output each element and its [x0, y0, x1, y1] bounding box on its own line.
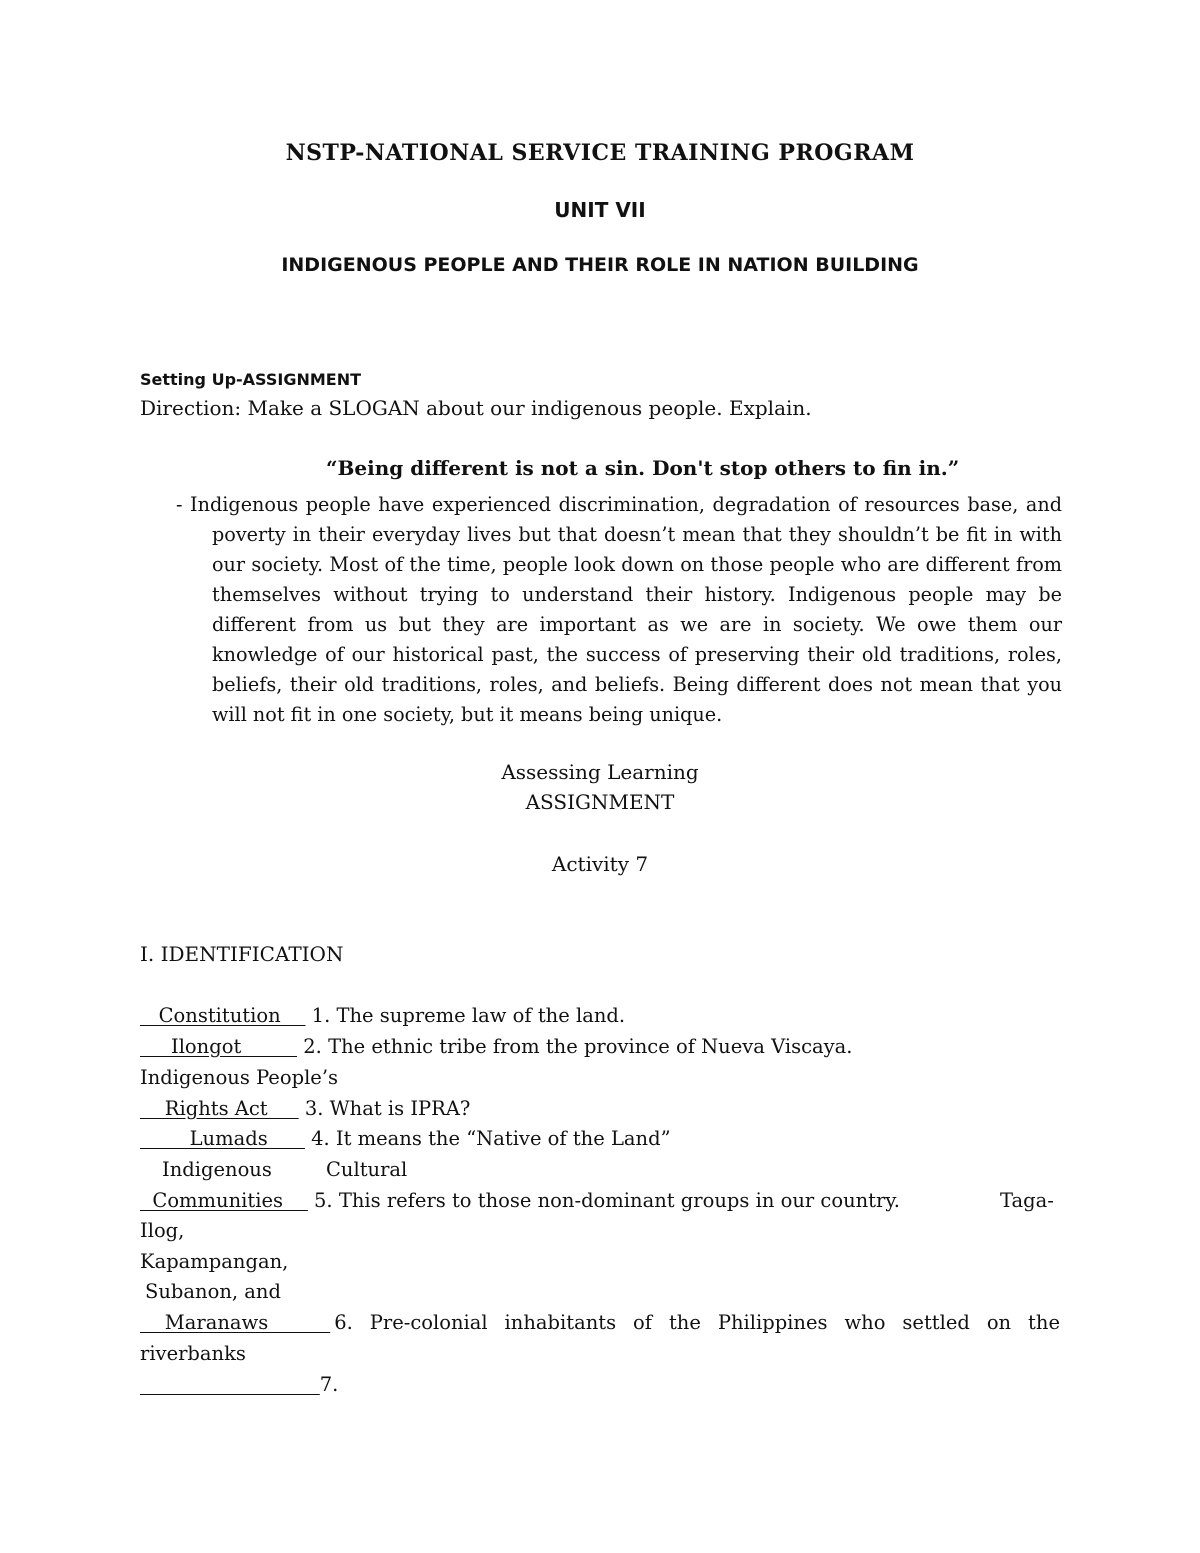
answer-6-prefix-d: Subanon, and [145, 1280, 281, 1303]
question-5-text: 5. This refers to those non-dominant groups in our country. [307, 1189, 900, 1212]
question-2-text: 2. The ethnic tribe from the province of Nueva Viscaya. [297, 1035, 853, 1058]
assessing-learning-heading: Assessing Learning [501, 760, 699, 784]
question-6-text-continued: riverbanks [140, 1342, 246, 1365]
answer-5: Communities [140, 1189, 308, 1212]
answer-6-prefix-b: Ilog, [140, 1219, 185, 1242]
answer-1: Constitution [140, 1004, 306, 1027]
question-4-text: 4. It means the “Native of the Land” [304, 1127, 671, 1150]
answer-6-prefix-a: Taga- [1000, 1189, 1054, 1212]
answer-2: Ilongot [140, 1035, 298, 1058]
question-6-text: 6. Pre-colonial inhabitants of the Philippines who settled on the [334, 1311, 1060, 1334]
question-6 [140, 1311, 1060, 1334]
answer-4: Lumads [140, 1127, 305, 1150]
question-3 [140, 1097, 470, 1120]
question-1-text: 1. The supreme law of the land. [305, 1004, 626, 1027]
question-7-text: 7. [319, 1373, 339, 1396]
question-1 [140, 1004, 625, 1027]
question-5 [140, 1189, 900, 1212]
activity-heading: Activity 7 [551, 852, 649, 876]
unit-subtitle: INDIGENOUS PEOPLE AND THEIR ROLE IN NATION BUILDING [281, 254, 919, 276]
answer-6-prefix-c: Kapampangan, [140, 1250, 289, 1273]
assignment-heading: ASSIGNMENT [525, 790, 675, 814]
answer-6: Maranaws [140, 1311, 331, 1334]
document-title: NSTP-NATIONAL SERVICE TRAINING PROGRAM [285, 140, 915, 166]
answer-3-prefix: Indigenous People’s [140, 1066, 339, 1089]
question-7 [140, 1373, 338, 1396]
slogan-explanation [176, 490, 1062, 730]
question-2 [140, 1035, 853, 1058]
unit-heading: UNIT VII [554, 198, 646, 222]
answer-5-prefix-a: Indigenous [162, 1158, 272, 1181]
identification-heading: I. IDENTIFICATION [140, 942, 344, 966]
answer-3: Rights Act [140, 1097, 299, 1120]
answer-7-blank [140, 1373, 320, 1396]
direction-text: Direction: Make a SLOGAN about our indigenous people. Explain. [140, 396, 812, 420]
setting-up-label: Setting Up-ASSIGNMENT [140, 370, 361, 389]
explanation-paragraph: - Indigenous people have experienced discrimination, degradation of resources base, and poverty in their everyday lives but that doesn’t mean that they shouldn’t be fit in with our society. Most of the time, people look down on those people who are different from themselves without trying to understand their history. Indigenous people may be different from us but they are important as we are in society. We owe them our knowledge of our historical past, the success of preserving their old traditions, roles, beliefs, their old traditions, roles, and beliefs. Being different does not mean that you will not fit in one society, but it means being unique. [176, 493, 1062, 726]
question-3-text: 3. What is IPRA? [298, 1097, 471, 1120]
slogan-text: “Being different is not a sin. Don't stop others to fin in.” [326, 456, 960, 480]
answer-5-prefix-b: Cultural [326, 1158, 408, 1181]
question-4 [140, 1127, 671, 1150]
